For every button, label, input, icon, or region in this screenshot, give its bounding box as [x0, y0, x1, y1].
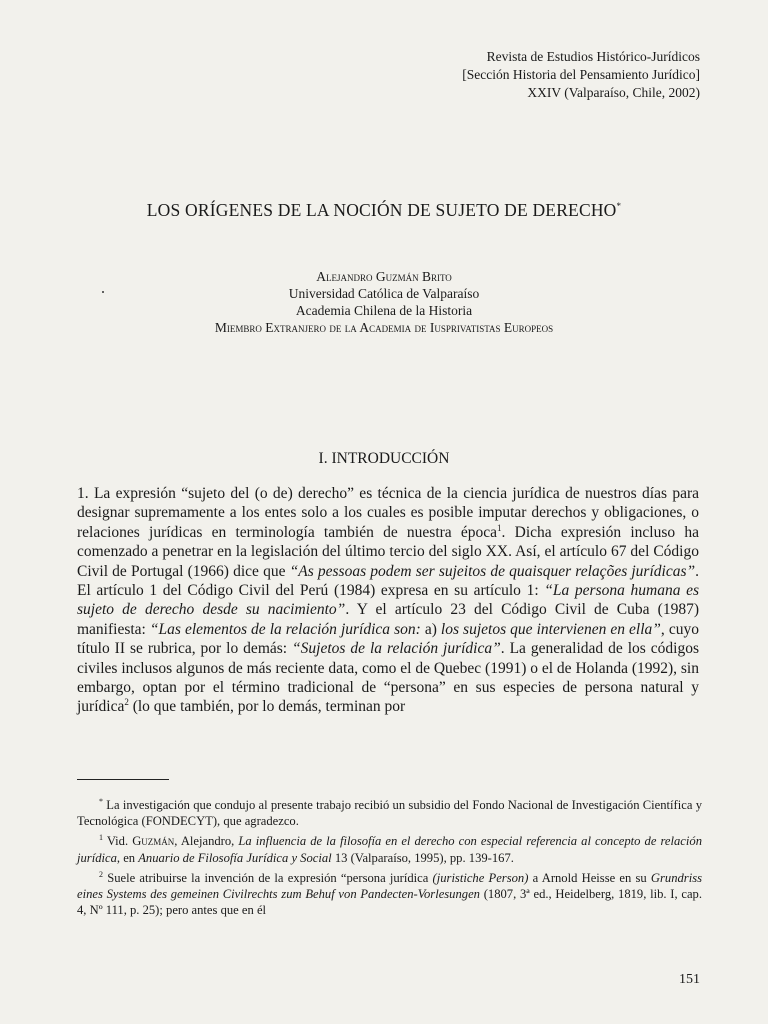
footnote-1-text-b: , Alejandro, — [174, 834, 239, 849]
footnote-ref-1: 1 — [497, 522, 502, 533]
footnotes — [77, 797, 702, 922]
footnote-2-text-b: a Arnold Heisse en su — [528, 870, 651, 885]
footnote-1 — [77, 833, 702, 865]
body-text-6: . Y el artículo 23 del Código Civil de Cuba (1987) manifiesta: — [77, 601, 699, 638]
author-name: Alejandro Guzmán Brito — [316, 269, 452, 284]
quote-cuba-letter: a) — [424, 620, 441, 638]
quote-cuba-part1: “Las elementos de la relación jurídica son: — [149, 620, 425, 638]
footnote-1-text-c: , en — [116, 850, 139, 865]
footnote-separator — [77, 779, 169, 780]
body-text-12: . La generalidad de los códigos civiles inclusos algunos de más reciente data, como el de Quebec (1991) o el de Holanda (1992), sin embargo, optan por el término tradicional de “persona” en sus especies de persona natural y jurídica — [77, 640, 699, 716]
footnote-2-text-c: (1807, 3ª ed., Heidelberg, 1819, lib. I, cap. 4, Nº 111, p. 25); pero antes que en él — [77, 887, 702, 918]
body-text-2: . Dicha expresión incluso ha comenzado a penetrar en la legislación del último tercio del siglo XX. Así, el artículo 67 del Código Civil de Portugal (1966) dice que — [77, 523, 699, 580]
body-text-10: , cuyo título II se rubrica, por lo demás: — [77, 620, 699, 658]
footnote-2-text-a: Suele atribuirse la invención de la expresión “persona jurídica — [103, 870, 433, 885]
footnote-2-term: (juristiche Person) — [432, 870, 529, 885]
journal-header — [462, 48, 700, 102]
body-text-4: . El artículo 1 del Código Civil del Perú (1984) expresa en su artículo 1: — [77, 562, 699, 600]
section-heading: I. INTRODUCCIÓN — [318, 450, 450, 467]
footnote-star-mark: * — [99, 796, 103, 806]
footnote-2-mark: 2 — [99, 869, 103, 879]
footnote-star-text: La investigación que condujo al presente trabajo recibió un subsidio del Fondo Nacional de Investigación Científica y Tecnológica (FONDECYT), que agradezco. — [77, 798, 702, 829]
article-title-text: LOS ORÍGENES DE LA NOCIÓN DE SUJETO DE DERECHO — [146, 200, 617, 220]
footnote-1-text-a: Vid. — [103, 834, 133, 849]
title-footnote-mark: * — [616, 201, 622, 212]
journal-title: Revista de Estudios Histórico-Jurídicos — [486, 49, 700, 64]
body-paragraph — [77, 484, 699, 717]
author-affiliation-member: Miembro Extranjero de la Academia de Iusprivatistas Europeos — [214, 320, 554, 335]
author-affiliation-academy: Academia Chilena de la Historia — [295, 303, 473, 318]
article-title — [0, 200, 768, 221]
author-affiliation-university: Universidad Católica de Valparaíso — [288, 286, 480, 301]
quote-title-ii: “Sujetos de la relación jurídica” — [292, 640, 501, 658]
page-number: 151 — [679, 972, 700, 987]
quote-cuba-part2: los sujetos que intervienen en ella” — [440, 620, 661, 638]
author-block — [0, 268, 768, 336]
footnote-ref-2: 2 — [124, 697, 129, 708]
footnote-1-title: La influencia de la filosofía en el derecho con especial referencia al concepto de relación jurídica — [77, 834, 702, 865]
quote-portugal: “As pessoas podem ser sujeitos de quaisquer relações jurídicas” — [289, 562, 696, 580]
footnote-1-author: Guzmán — [132, 834, 175, 849]
quote-peru: “La persona humana es sujeto de derecho desde su nacimiento” — [77, 582, 700, 619]
footnote-1-journal: Anuario de Filosofía Jurídica y Social — [138, 850, 332, 865]
footnote-2 — [77, 870, 702, 919]
body-text-13: (lo que también, por lo demás, terminan por — [128, 698, 406, 716]
footnote-1-mark: 1 — [99, 833, 103, 843]
footnote-1-text-d: 13 (Valparaíso, 1995), pp. 139-167. — [331, 850, 514, 865]
journal-section: [Sección Historia del Pensamiento Jurídico] — [462, 67, 700, 82]
body-text-1: 1. La expresión “sujeto del (o de) derecho” es técnica de la ciencia jurídica de nuestros días para designar supremamente a los entes solo a los cuales es posible imputar derechos y obligaciones, o relaciones jurídicas en terminología también de nuestra época — [77, 485, 699, 541]
journal-volume: XXIV (Valparaíso, Chile, 2002) — [527, 85, 700, 100]
footnote-2-book-title: Grundriss eines Systems des gemeinen Civilrechts zum Behuf von Pandecten-Vorlesungen — [77, 870, 702, 902]
footnote-star — [77, 797, 702, 829]
